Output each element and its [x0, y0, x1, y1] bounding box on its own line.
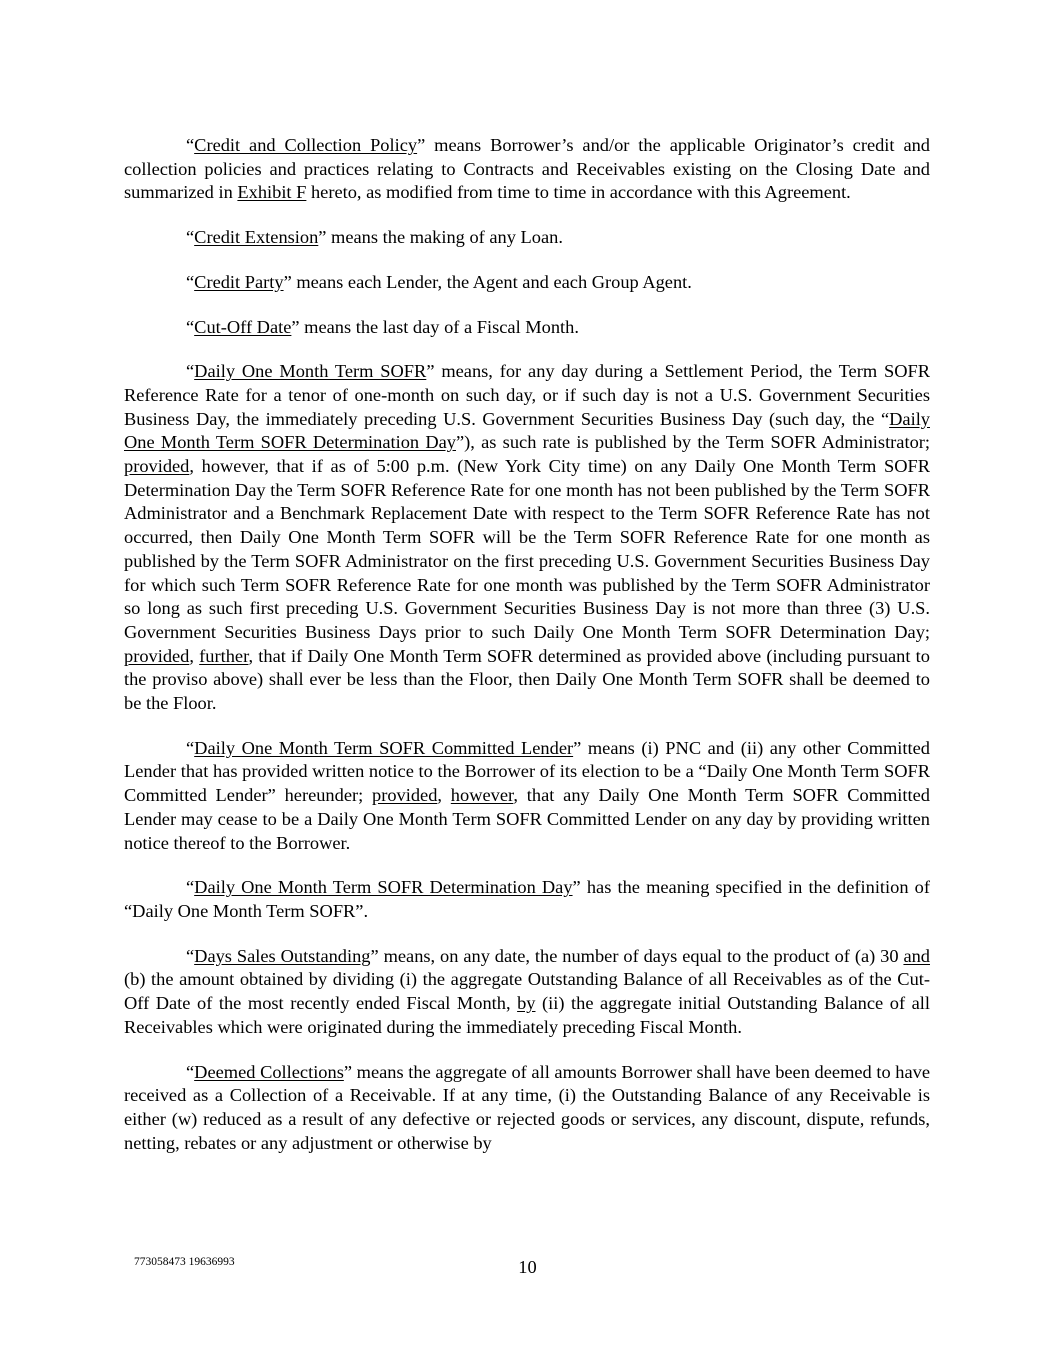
defined-term: Credit Extension [194, 227, 319, 248]
definition-daily-one-month-term-sofr-committed-lender: “Daily One Month Term SOFR Committed Lender” means (i) PNC and (ii) any other Committed Lender that has provided written notice to the Borrower of its election to be a “Daily One Month Term SOFR Committed Lender” hereunder; provided, however, that any Daily One Month Term SOFR Committed Lender may cease to be a Daily One Month Term SOFR Committed Lender on any day by providing written notice thereof to the Borrower. [124, 737, 930, 853]
definition-daily-one-month-term-sofr: “Daily One Month Term SOFR” means, for any day during a Settlement Period, the Term SOFR Reference Rate for a tenor of one-month on such day, or if such day is not a U.S. Government Securities Business Day, the immediately preceding U.S. Government Securities Business Day (such day, the “Daily One Month Term SOFR Determination Day”), as such rate is published by the Term SOFR Administrator; provided, however, that if as of 5:00 p.m. (New York City time) on any Daily One Month Term SOFR Determination Day the Term SOFR Reference Rate for one month has not been published by the Term SOFR Administrator and a Benchmark Replacement Date with respect to the Term SOFR Reference Rate has not occurred, then Daily One Month Term SOFR will be the Term SOFR Reference Rate for one month as published by the Term SOFR Administrator on the first preceding U.S. Government Securities Business Day for which such Term SOFR Reference Rate for one month was published by the Term SOFR Administrator so long as such first preceding U.S. Government Securities Business Day is not more than three (3) U.S. Government Securities Business Days prior to such Daily One Month Term SOFR Determination Day; provided, further, that if Daily One Month Term SOFR determined as provided above (including pursuant to the proviso above) shall ever be less than the Floor, then Daily One Month Term SOFR shall be deemed to be the Floor. [124, 361, 931, 714]
emphasis-term: by [517, 993, 536, 1014]
definition-credit-extension: “Credit Extension” means the making of any Loan. [186, 227, 563, 248]
document-page [124, 134, 930, 1176]
defined-term: Credit Party [194, 271, 284, 292]
definition-daily-one-month-term-sofr-determination-day: “Daily One Month Term SOFR Determination Day” has the meaning specified in the definition of “Daily One Month Term SOFR”. [124, 877, 930, 921]
emphasis-term: and [903, 945, 930, 966]
definition-credit-and-collection-policy: “Credit and Collection Policy” means Borrower’s and/or the applicable Originator’s credit and collection policies and practices relating to Contracts and Receivables existing on the Closing Date and summarized in Exhibit F hereto, as modified from time to time in accordance with this Agreement. [124, 135, 930, 203]
defined-term: Credit and Collection Policy [194, 135, 418, 155]
defined-term: Days Sales Outstanding [194, 945, 371, 966]
definition-days-sales-outstanding: “Days Sales Outstanding” means, on any date, the number of days equal to the product of (a) 30 and (b) the amount obtained by dividing (i) the aggregate Outstanding Balance of all Receivables as of the Cut-Off Date of the most recently ended Fiscal Month, by (ii) the aggregate initial Outstanding Balance of all Receivables which were originated during the immediately preceding Fiscal Month. [124, 945, 930, 1037]
definition-cut-off-date: “Cut-Off Date” means the last day of a Fiscal Month. [186, 316, 579, 337]
defined-term: Daily One Month Term SOFR Determination Day [194, 877, 573, 898]
page-number: 10 [518, 1257, 537, 1277]
defined-term: Daily One Month Term SOFR Committed Lender [194, 737, 574, 758]
defined-term: Cut-Off Date [194, 316, 292, 337]
definition-credit-party: “Credit Party” means each Lender, the Agent and each Group Agent. [186, 271, 692, 292]
emphasis-term: provided [124, 645, 190, 666]
emphasis-term: however [450, 785, 514, 806]
footer-document-id: 773058473 19636993 [134, 1256, 235, 1268]
defined-term: Deemed Collections [194, 1061, 344, 1082]
exhibit-reference: Exhibit F [237, 182, 307, 203]
emphasis-term: provided [372, 785, 438, 806]
emphasis-term: further [199, 645, 249, 666]
emphasis-term: provided [124, 456, 190, 477]
inline-defined-term: Daily One Month Term SOFR Determination Day [124, 408, 930, 453]
defined-term: Daily One Month Term SOFR [194, 361, 427, 382]
definition-deemed-collections: “Deemed Collections” means the aggregate of all amounts Borrower shall have been deemed to have received as a Collection of a Receivable. If at any time, (i) the Outstanding Balance of any Receivable is either (w) reduced as a result of any defective or rejected goods or services, any discount, dispute, refunds, netting, rebates or any adjustment or otherwise by [124, 1061, 931, 1153]
